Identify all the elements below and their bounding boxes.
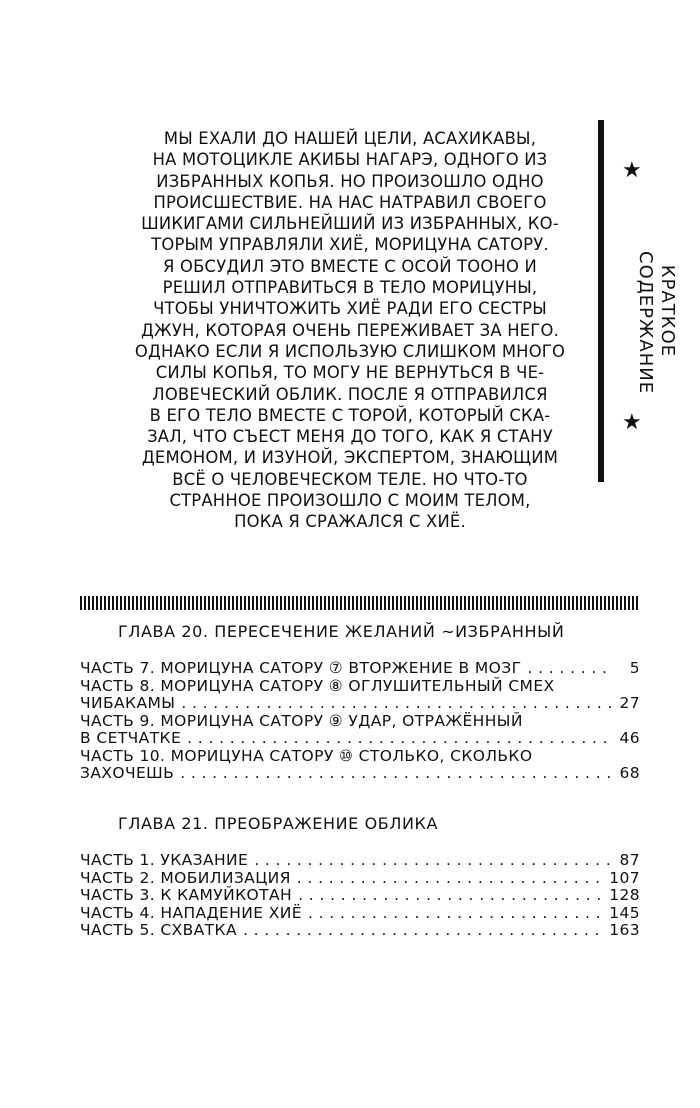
- entry-title: ЧАСТЬ 5. СХВАТКА: [80, 921, 237, 939]
- summary-line: МЫ ЕХАЛИ ДО НАШЕЙ ЦЕЛИ, АСАХИКАВЫ,: [163, 129, 537, 148]
- summary-line: НА МОТОЦИКЛЕ АКИБЫ НАГАРЭ, ОДНОГО ИЗ: [152, 150, 548, 170]
- toc-entry[interactable]: [80, 748, 640, 783]
- star-icon: ★: [622, 158, 642, 183]
- dot-leader: [308, 905, 603, 923]
- summary-line: ЧТОБЫ УНИЧТОЖИТЬ ХИЁ РАДИ ЕГО СЕСТРЫ: [153, 299, 547, 319]
- dot-leader: [243, 922, 603, 940]
- page-number: 107: [609, 868, 640, 887]
- entry-title: ЧАСТЬ 10. МОРИЦУНА САТОРУ ⑩ СТОЛЬКО, СКОЛЬКО: [80, 746, 533, 765]
- dot-leader: [527, 660, 614, 678]
- toc-entry[interactable]: [80, 922, 640, 940]
- entry-title-continued: ЧИБАКАМЫ: [80, 694, 176, 712]
- summary-line: ПОКА Я СРАЖАЛСЯ С ХИЁ.: [234, 512, 466, 532]
- chapter-entries: [80, 852, 640, 940]
- page-number: 68: [619, 764, 640, 782]
- dot-leader: [180, 765, 613, 783]
- toc-entry[interactable]: [80, 870, 640, 888]
- page-number: 5: [629, 659, 640, 677]
- summary-line: ШИКИГАМИ СИЛЬНЕЙШИЙ ИЗ ИЗБРАННЫХ, КО-: [141, 214, 559, 234]
- summary-text: [110, 128, 590, 533]
- chapter-title: ГЛАВА 21. ПРЕОБРАЖЕНИЕ ОБЛИКА: [118, 814, 439, 833]
- page-number: 163: [609, 921, 640, 939]
- summary-line: СТРАННОЕ ПРОИЗОШЛО С МОИМ ТЕЛОМ,: [169, 491, 531, 511]
- summary-line: СИЛЫ КОПЬЯ, ТО МОГУ НЕ ВЕРНУТЬСЯ В ЧЕ-: [155, 363, 545, 383]
- entry-title: ЧАСТЬ 4. НАПАДЕНИЕ ХИЁ: [80, 903, 302, 922]
- page-number: 87: [619, 851, 640, 869]
- dot-leader: [181, 695, 613, 713]
- page-number: 27: [619, 694, 640, 712]
- summary-line: ЛОВЕЧЕСКИЙ ОБЛИК. ПОСЛЕ Я ОТПРАВИЛСЯ: [152, 384, 548, 404]
- dot-leader: [187, 730, 613, 748]
- toc-entry[interactable]: [80, 713, 640, 748]
- dot-leader: [254, 852, 613, 870]
- summary-line: ДЖУН, КОТОРАЯ ОЧЕНЬ ПЕРЕЖИВАЕТ ЗА НЕГО.: [140, 320, 559, 340]
- chapter-entries: [80, 660, 640, 783]
- entry-title: ЧАСТЬ 7. МОРИЦУНА САТОРУ ⑦ ВТОРЖЕНИЕ В МОЗГ: [80, 659, 522, 677]
- entry-title-continued: ЗАХОЧЕШЬ: [80, 764, 175, 782]
- summary-line: ЗАЛ, ЧТО СЪЕСТ МЕНЯ ДО ТОГО, КАК Я СТАНУ: [147, 427, 553, 447]
- summary-line: ВСЁ О ЧЕЛОВЕЧЕСКОМ ТЕЛЕ. НО ЧТО-ТО: [172, 469, 528, 489]
- chapter-title: ГЛАВА 20. ПЕРЕСЕЧЕНИЕ ЖЕЛАНИЙ ~ИЗБРАННЫЙ: [118, 622, 565, 641]
- page-number: 46: [619, 729, 640, 747]
- summary-line: ОДНАКО ЕСЛИ Я ИСПОЛЬЗУЮ СЛИШКОМ МНОГО: [134, 341, 566, 361]
- side-title: [622, 251, 678, 395]
- hatched-divider: [80, 596, 640, 610]
- entry-title: ЧАСТЬ 8. МОРИЦУНА САТОРУ ⑧ ОГЛУШИТЕЛЬНЫЙ СМЕХ: [80, 676, 555, 695]
- toc-entry[interactable]: [80, 660, 640, 678]
- page-number: 128: [609, 886, 640, 904]
- toc-entry[interactable]: [80, 887, 640, 905]
- summary-line: ИЗБРАННЫХ КОПЬЯ. НО ПРОИЗОШЛО ОДНО: [156, 171, 544, 191]
- side-vertical-rule: [598, 120, 604, 482]
- summary-line: РЕШИЛ ОТПРАВИТЬСЯ В ТЕЛО МОРИЦУНЫ,: [162, 278, 538, 298]
- entry-title: ЧАСТЬ 2. МОБИЛИЗАЦИЯ: [80, 868, 291, 887]
- toc-entry[interactable]: [80, 905, 640, 923]
- summary-line: ТОРЫМ УПРАВЛЯЛИ ХИЁ, МОРИЦУНА САТОРУ.: [151, 235, 549, 255]
- entry-title-continued: В СЕТЧАТКЕ: [80, 729, 182, 747]
- entry-title: ЧАСТЬ 1. УКАЗАНИЕ: [80, 851, 249, 869]
- side-title-line: СОДЕРЖАНИЕ: [635, 251, 656, 395]
- entry-title: ЧАСТЬ 3. К КАМУЙКОТАН: [80, 886, 293, 904]
- toc-entry[interactable]: [80, 678, 640, 713]
- summary-line: Я ОБСУДИЛ ЭТО ВМЕСТЕ С ОСОЙ ТООНО И: [163, 256, 537, 276]
- dot-leader: [297, 870, 603, 888]
- side-title-line: КРАТКОЕ: [657, 264, 678, 358]
- dot-leader: [298, 887, 603, 905]
- page-number: 145: [609, 903, 640, 922]
- summary-line: ПРОИСШЕСТВИЕ. НА НАС НАТРАВИЛ СВОЕГО: [153, 192, 547, 212]
- summary-line: ДЕМОНОМ, И ИЗУНОЙ, ЭКСПЕРТОМ, ЗНАЮЩИМ: [141, 448, 559, 468]
- star-icon: ★: [622, 410, 642, 435]
- summary-line: В ЕГО ТЕЛО ВМЕСТЕ С ТОРОЙ, КОТОРЫЙ СКА-: [149, 405, 551, 425]
- toc-entry[interactable]: [80, 852, 640, 870]
- entry-title: ЧАСТЬ 9. МОРИЦУНА САТОРУ ⑨ УДАР, ОТРАЖЁННЫЙ: [80, 711, 523, 730]
